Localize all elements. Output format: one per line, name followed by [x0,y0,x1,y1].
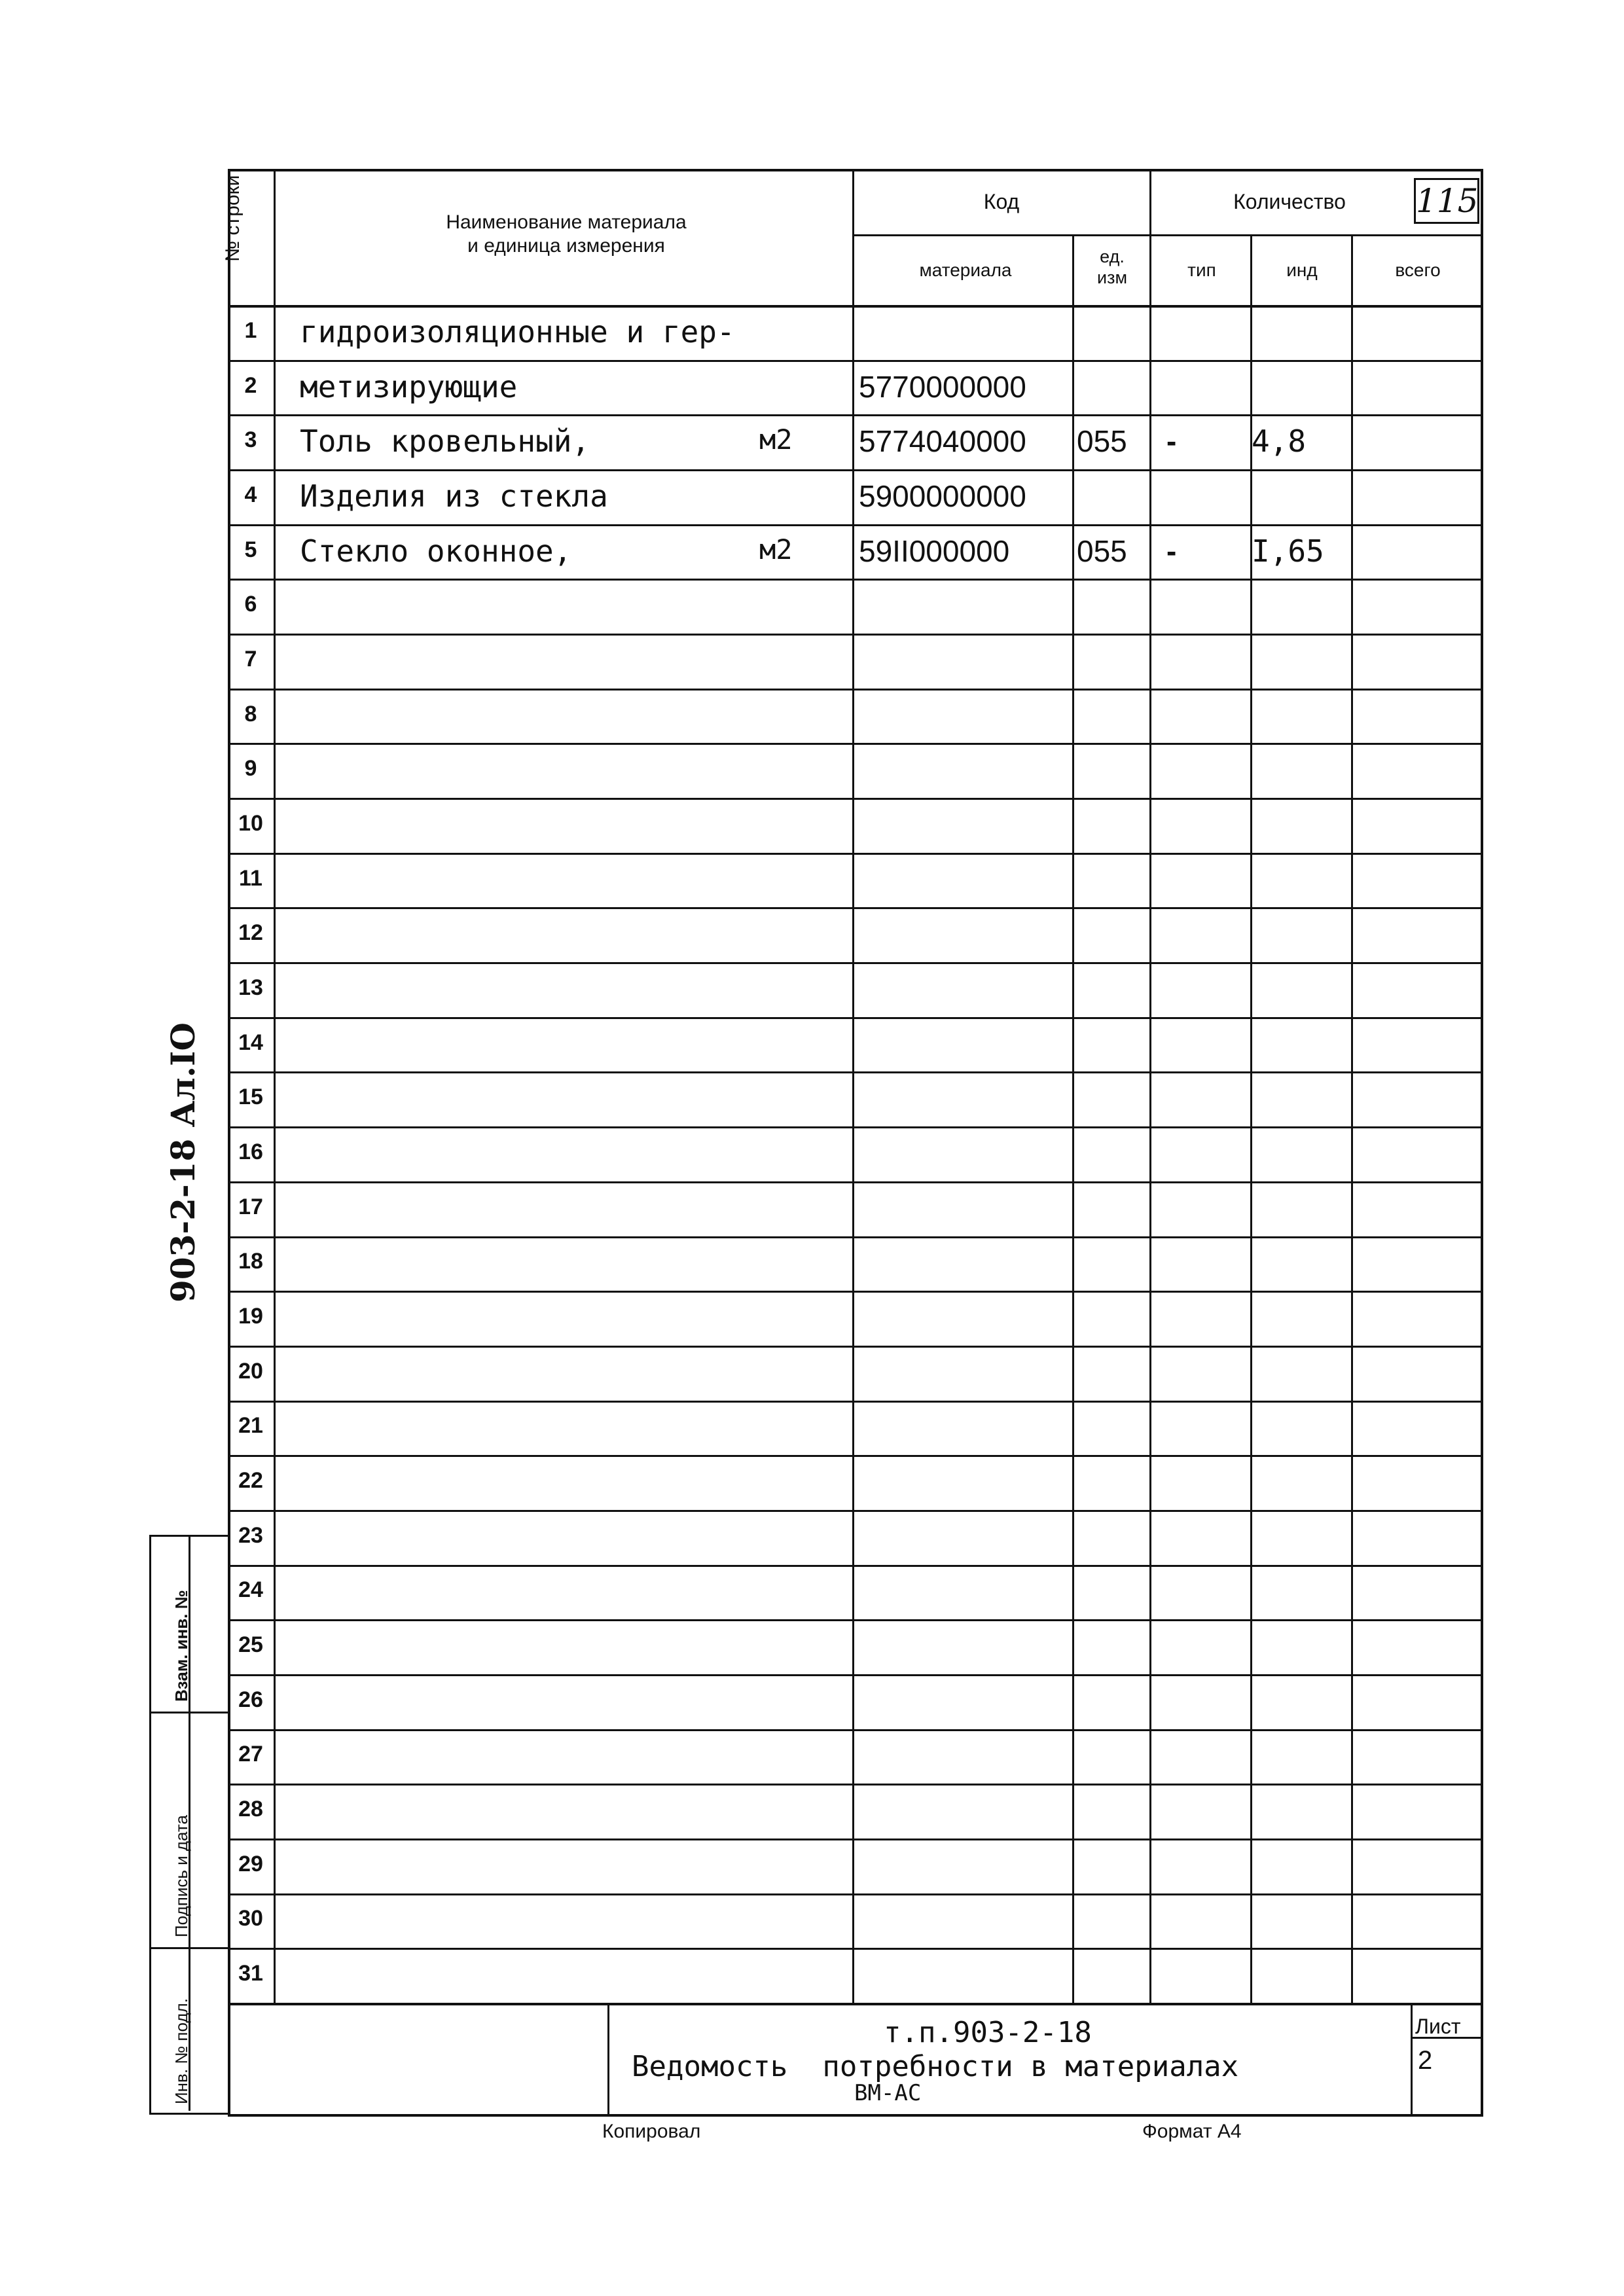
table-bottom-line [228,2003,1481,2005]
row-line [228,360,1481,362]
row-number: 30 [238,1906,263,1931]
row-line [228,798,1481,800]
col-line-type [1149,169,1151,2003]
cell-code: 5770000000 [859,370,1026,404]
row-number: 23 [238,1523,263,1548]
row-line [228,1674,1481,1676]
row-number: 25 [238,1632,263,1657]
row-number: 27 [238,1742,263,1767]
row-line [228,1071,1481,1073]
row-line [228,1619,1481,1621]
row-number: 29 [238,1852,263,1876]
row-line [228,743,1481,745]
row-line [228,1236,1481,1238]
row-line [228,414,1481,416]
header-ind: инд [1286,260,1318,280]
row-line [228,1017,1481,1019]
row-number: 13 [238,975,263,1000]
header-unit: ед. изм [1096,247,1128,287]
row-number: 14 [238,1030,263,1055]
row-number: 31 [238,1961,263,1986]
row-number: 1 [244,318,257,343]
row-line [228,1839,1481,1840]
row-line [228,907,1481,909]
page-corner-number: 115 [1414,178,1479,224]
row-number: 9 [244,756,257,781]
row-number: 6 [244,592,257,617]
header-name: Наименование материала и единица измерения [446,211,687,257]
col-line-total [1351,234,1353,2003]
title-bottom-line [228,2114,1483,2117]
row-number: 18 [238,1249,263,1274]
header-total: всего [1395,260,1441,280]
row-line [228,1346,1481,1348]
row-number: 19 [238,1304,263,1329]
row-line [228,1455,1481,1457]
title-divider [607,2003,609,2114]
sheet-label: Лист [1415,2015,1461,2038]
header-type: тип [1187,260,1216,280]
header-mid-line [852,234,1481,236]
row-line [228,962,1481,964]
row-line [228,1126,1481,1128]
row-number: 7 [244,647,257,672]
cell-name: метизирующие [300,369,518,404]
table-right-border [1481,169,1483,2117]
row-number: 5 [244,537,257,562]
row-line [228,1181,1481,1183]
row-number: 3 [244,427,257,452]
row-line [228,1784,1481,1785]
row-number: 11 [239,866,262,891]
row-number: 16 [238,1139,263,1164]
col-line-unit [1072,234,1074,2003]
cell-unit_label: м2 [759,533,793,565]
row-line [228,1565,1481,1567]
row-number: 10 [238,811,263,836]
cell-code: 5900000000 [859,479,1026,513]
row-line [228,524,1481,526]
cell-code: 5774040000 [859,424,1026,458]
footer-copied: Копировал [602,2121,701,2142]
cell-type: - [1166,534,1177,568]
title-sub: ВМ-АС [854,2080,922,2106]
footer-format: Формат А4 [1142,2121,1242,2142]
row-line [228,579,1481,581]
cell-unit: 055 [1077,424,1127,458]
cell-unit: 055 [1077,534,1127,568]
cell-ind: 4,8 [1252,423,1307,459]
header-code: Код [983,190,1020,213]
cell-name: гидроизоляционные и гер- [300,314,735,350]
row-number: 20 [238,1359,263,1384]
row-line [228,1291,1481,1293]
col-line-code [852,169,854,2003]
table-top-border [228,169,1481,171]
col-line-ind [1250,234,1252,2003]
cell-code: 59II000000 [859,534,1010,568]
row-number: 8 [244,702,257,726]
row-number: 24 [238,1577,263,1602]
row-line [228,1948,1481,1950]
row-line [228,1893,1481,1895]
row-number: 26 [238,1687,263,1712]
row-number: 21 [238,1413,263,1438]
row-number: 15 [238,1085,263,1109]
row-number: 12 [238,920,263,945]
cell-name: Стекло оконное, [300,533,572,569]
header-quantity: Количество [1233,190,1346,213]
cell-name: Изделия из стекла [300,478,608,514]
row-line [228,853,1481,855]
row-line [228,689,1481,691]
col-line-name [274,169,276,2003]
header-bottom-line [228,305,1481,308]
row-line [228,1510,1481,1512]
sheet-number: 2 [1418,2046,1433,2075]
row-line [228,634,1481,636]
row-number: 22 [238,1468,263,1493]
cell-ind: I,65 [1252,533,1324,569]
row-number: 4 [244,482,257,507]
sheet-divider [1411,2003,1413,2114]
row-number: 28 [238,1797,263,1821]
cell-type: - [1166,424,1177,458]
header-material: материала [919,260,1012,280]
row-number: 2 [244,373,257,398]
cell-name: Толь кровельный, [300,423,590,459]
row-line [228,1401,1481,1403]
title-code: т.п.903-2-18 [884,2016,1092,2049]
title-text: Ведомость потребности в материалах [632,2050,1239,2083]
cell-unit_label: м2 [759,423,793,456]
row-line [228,469,1481,471]
row-line [228,1729,1481,1731]
row-number: 17 [238,1194,263,1219]
